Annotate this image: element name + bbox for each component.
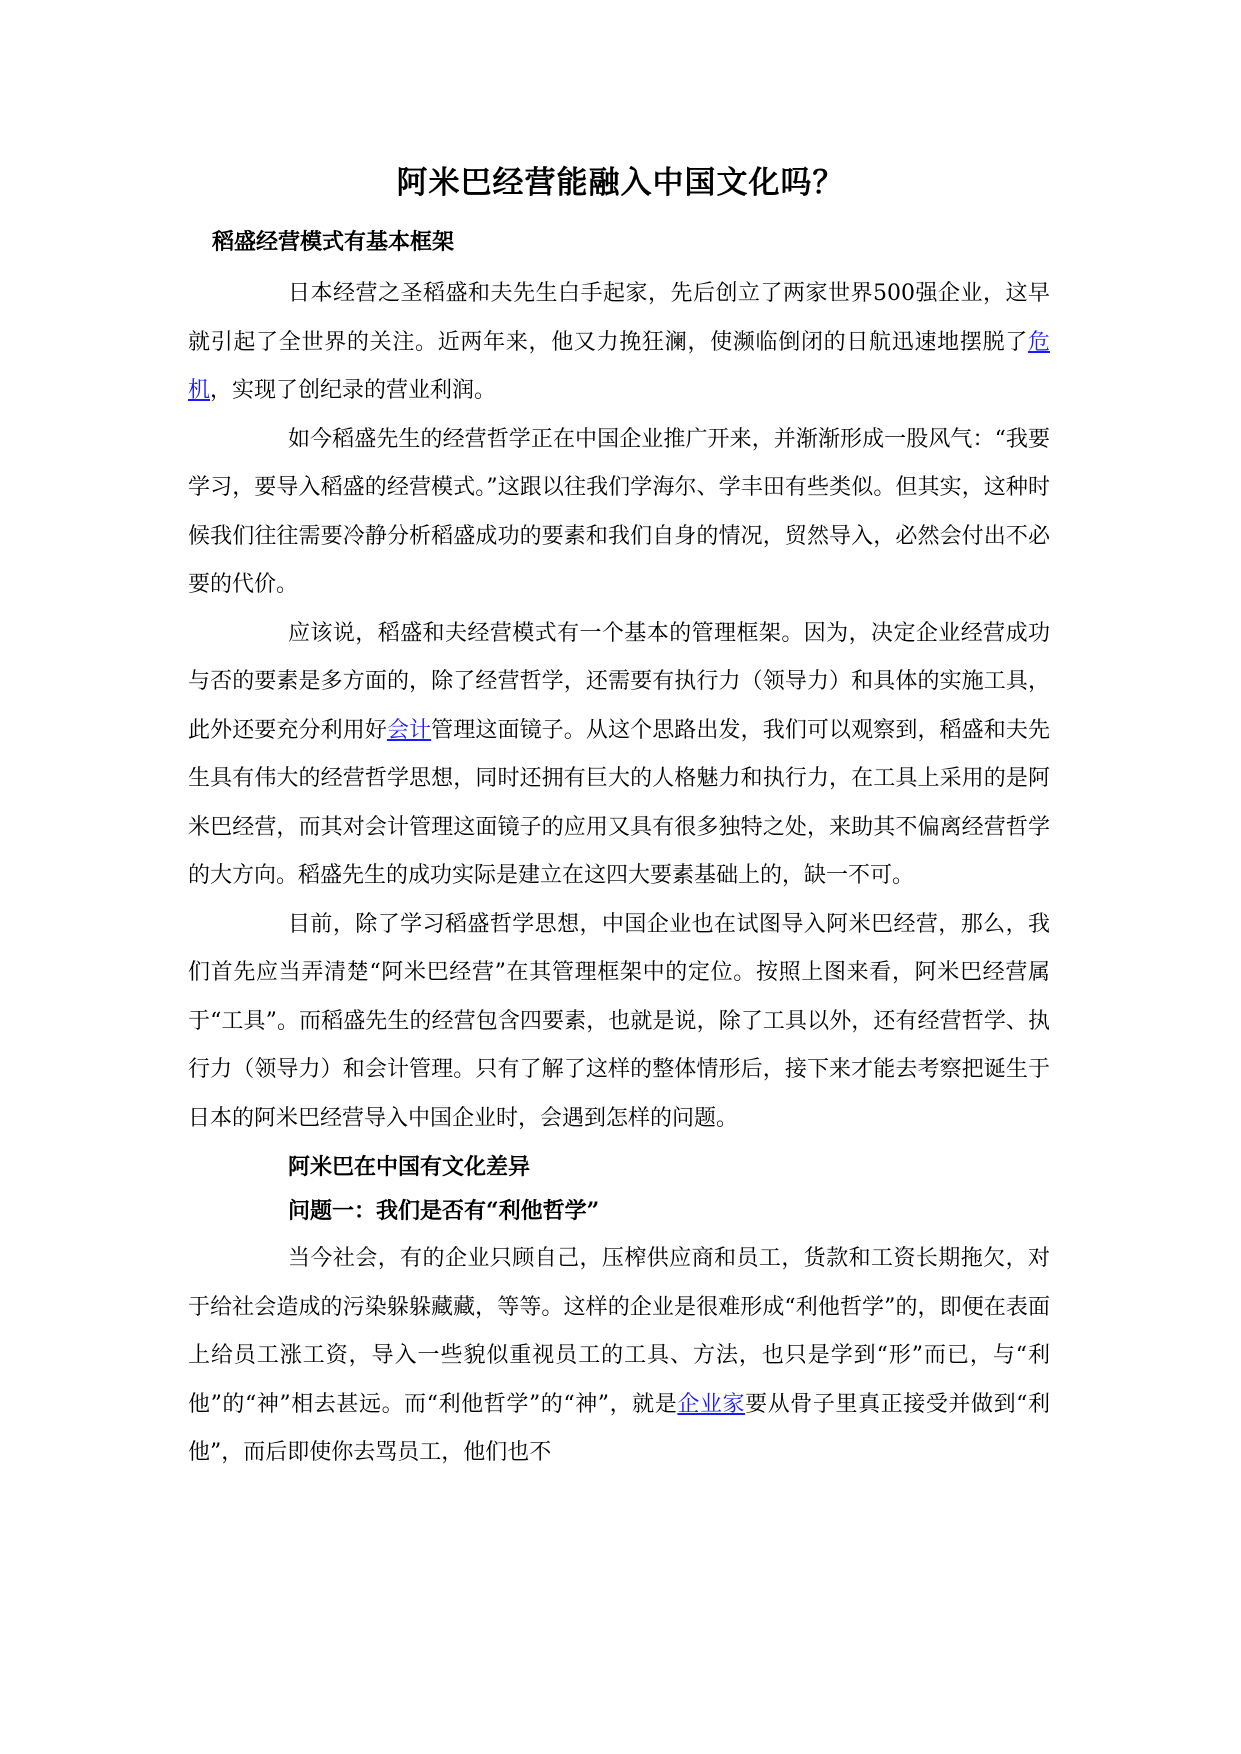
paragraph-1-text-after: ，实现了创纪录的营业利润。 [210,378,497,403]
paragraph-4: 目前，除了学习稻盛哲学思想，中国企业也在试图导入阿米巴经营，那么，我们首先应当弄清楚“阿米巴经营”在其管理框架中的定位。按照上图来看，阿米巴经营属于“工具”。而稻盛先生的经营包含四要素，也就是说，除了工具以外，还有经营哲学、执行力（领导力）和会计管理。只有了解了这样的整体情形后，接下来才能去考察把诞生于日本的阿米巴经营导入中国企业时，会遇到怎样的问题。 [188,911,1050,1131]
paragraph-3 [188,610,1050,901]
question-one-heading: 问题一：我们是否有“利他哲学” [288,1198,600,1224]
paragraph-3-text-after: 管理这面镜子。从这个思路出发，我们可以观察到，稻盛和夫先生具有伟大的经营哲学思想，同时还拥有巨大的人格魅力和执行力，在工具上采用的是阿米巴经营，而其对会计管理这面镜子的应用又具有很多独特之处，来助其不偏离经营哲学的大方向。稻盛先生的成功实际是建立在这四大要素基础上的，缺一不可。 [188,717,1050,888]
paragraph-2: 如今稻盛先生的经营哲学正在中国企业推广开来，并渐渐形成一股风气：“我要学习，要导入稻盛的经营模式。”这跟以往我们学海尔、学丰田有些类似。但其实，这种时候我们往往需要冷静分析稻盛成功的要素和我们自身的情况，贸然导入，必然会付出不必要的代价。 [188,426,1051,597]
paragraph-1-text-before: 日本经营之圣稻盛和夫先生白手起家，先后创立了两家世界500强企业，这早就引起了全世界的关注。近两年来，他又力挽狂澜，使濒临倒闭的日航迅速地摆脱了 [188,281,1050,355]
paragraph-1 [188,270,1050,416]
paragraph-5-text-after: 要从骨子里真正接受并做到“利他”，而后即使你去骂员工，他们也不 [188,1391,1050,1465]
section-heading-framework: 稻盛经营模式有基本框架 [212,229,455,255]
document-body [188,222,1050,1478]
document-title: 阿米巴经营能融入中国文化吗？ [396,165,845,201]
paragraph-5 [188,1235,1050,1478]
link-crisis[interactable]: 危机 [188,329,1050,403]
section-heading-cultural-difference: 阿米巴在中国有文化差异 [288,1154,531,1180]
link-entrepreneur[interactable]: 企业家 [677,1391,746,1417]
link-accounting[interactable]: 会计 [386,717,432,743]
paragraph-3-text-before: 应该说，稻盛和夫经营模式有一个基本的管理框架。因为，决定企业经营成功与否的要素是多方面的，除了经营哲学，还需要有执行力（领导力）和具体的实施工具，此外还要充分利用好 [188,620,1050,743]
paragraph-5-text-before: 当今社会，有的企业只顾自己，压榨供应商和员工，货款和工资长期拖欠，对于给社会造成的污染躲躲藏藏，等等。这样的企业是很难形成“利他哲学”的，即便在表面上给员工涨工资，导入一些貌似重视员工的工具、方法，也只是学到“形”而已，与“利他”的“神”相去甚远。而“利他哲学”的“神”，就是 [188,1246,1050,1417]
